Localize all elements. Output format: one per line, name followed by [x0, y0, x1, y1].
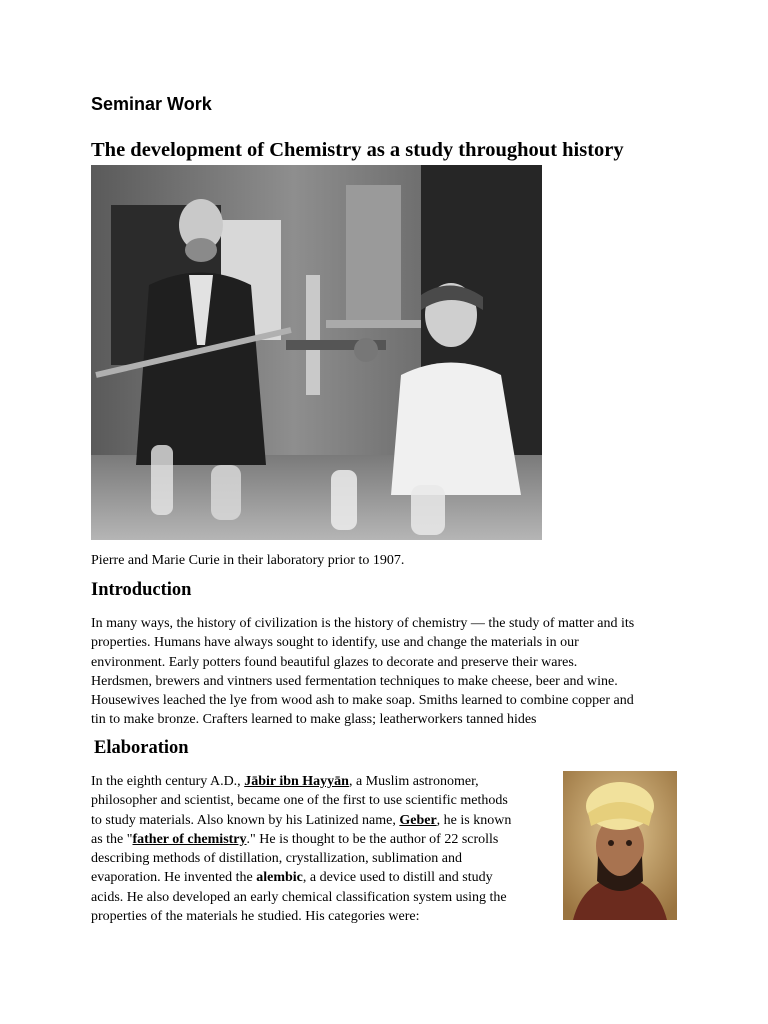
jabir-ibn-hayyan-link[interactable]: Jābir ibn Hayyān	[244, 774, 349, 789]
elaboration-line: In the eighth century A.D., Jābir ibn Hayyān, a Muslim astronomer,	[91, 774, 479, 789]
introduction-line: Herdsmen, brewers and vintners used fermentation techniques to make cheese, beer and wine.	[91, 673, 618, 689]
elaboration-heading: Elaboration	[94, 738, 189, 758]
introduction-heading: Introduction	[91, 580, 192, 600]
jabir-portrait	[563, 771, 677, 920]
elaboration-line: describing methods of distillation, crystallization, sublimation and	[91, 851, 462, 867]
elaboration-paragraph	[91, 772, 561, 926]
elaboration-line: acids. He also developed an early chemical classification system using the	[91, 889, 507, 905]
elaboration-line: evaporation. He invented the alembic, a device used to distill and study	[91, 870, 493, 886]
geber-link[interactable]: Geber	[399, 812, 437, 828]
introduction-line: Housewives leached the lye from wood ash to make soap. Smiths learned to combine copper and	[91, 693, 634, 709]
document-title: The development of Chemistry as a study throughout history	[91, 139, 624, 161]
introduction-line: tin to make bronze. Crafters learned to make glass; leatherworkers tanned hides	[91, 712, 537, 728]
alembic-term: alembic	[256, 870, 303, 886]
document-kicker: Seminar Work	[91, 94, 212, 114]
introduction-line: environment. Early potters found beautiful glazes to decorate and preserve their wares.	[91, 654, 578, 670]
introduction-line: properties. Humans have always sought to identify, use and change the materials in our	[91, 635, 579, 651]
photo-caption: Pierre and Marie Curie in their laboratory prior to 1907.	[91, 553, 405, 568]
introduction-paragraph	[91, 614, 691, 730]
elaboration-line: properties of the materials he studied. His categories were:	[91, 909, 420, 925]
elaboration-line: to study materials. Also known by his Latinized name, Geber, he is known	[91, 812, 512, 828]
elaboration-line: as the "father of chemistry." He is thought to be the author of 22 scrolls	[91, 831, 499, 847]
father-of-chemistry-link[interactable]: father of chemistry	[132, 831, 247, 847]
elaboration-line: philosopher and scientist, became one of the first to use scientific methods	[91, 793, 508, 809]
introduction-line: In many ways, the history of civilization is the history of chemistry — the study of matter and its	[91, 616, 635, 631]
curie-lab-photo	[91, 165, 542, 540]
